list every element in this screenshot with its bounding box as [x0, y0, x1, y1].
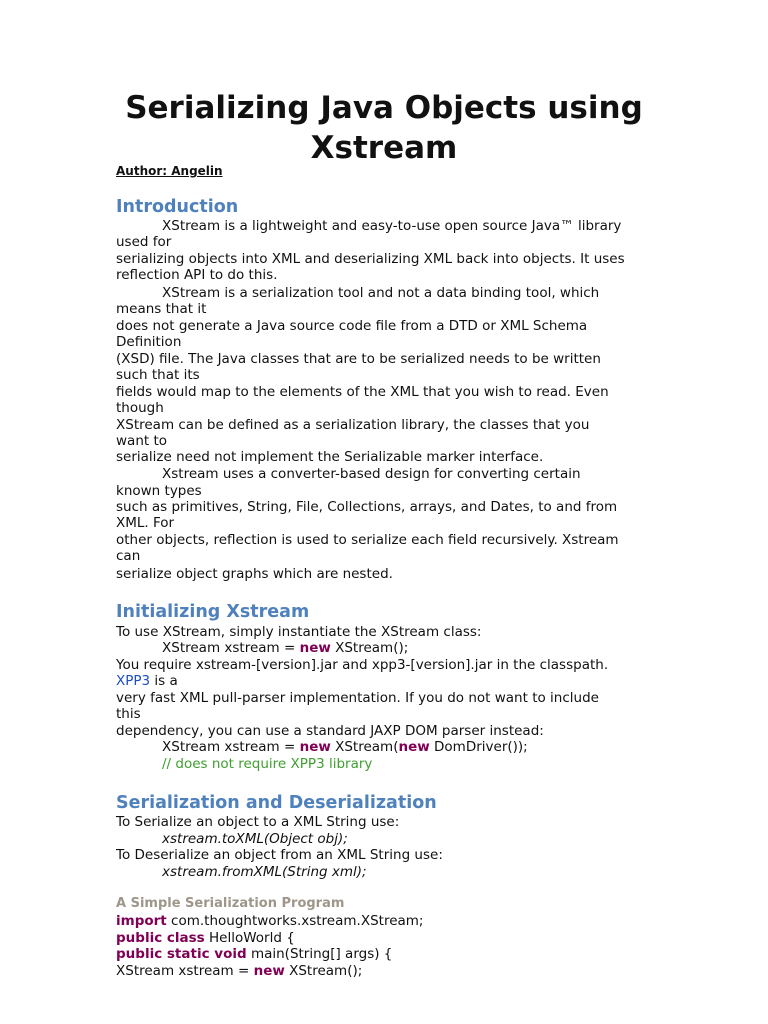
init-line: this: [116, 706, 141, 722]
intro-line: XStream can be defined as a serialization library, the classes that you: [116, 417, 590, 433]
intro-line: known types: [116, 483, 202, 499]
keyword-new: new: [299, 640, 331, 656]
code-text: HelloWorld {: [204, 930, 295, 946]
code-text: XStream();: [330, 640, 409, 656]
intro-line: means that it: [116, 301, 207, 317]
code-class: [116, 930, 295, 946]
code-comment: // does not require XPP3 library: [162, 756, 373, 772]
intro-line: reflection API to do this.: [116, 267, 278, 283]
document-title: Serializing Java Objects using Xstream: [125, 90, 643, 166]
keyword-public-class: public class: [116, 930, 205, 946]
keyword-new: new: [253, 963, 285, 979]
code-main: [116, 946, 392, 962]
intro-line: though: [116, 400, 164, 416]
code-text: XStream xstream =: [116, 963, 254, 979]
intro-line: does not generate a Java source code file from a DTD or XML Schema: [116, 318, 588, 334]
intro-line: Definition: [116, 334, 182, 350]
code-text: XStream();: [284, 963, 363, 979]
init-line: You require xstream-[version].jar and xpp3-[version].jar in the classpath.: [116, 657, 609, 673]
code-xstream-new: [116, 963, 362, 979]
init-line: dependency, you can use a standard JAXP DOM parser instead:: [116, 723, 544, 739]
intro-line: fields would map to the elements of the XML that you wish to read. Even: [116, 384, 609, 400]
keyword-import: import: [116, 913, 167, 929]
intro-line: XStream is a serialization tool and not a data binding tool, which: [162, 285, 600, 301]
code-text: XStream xstream =: [162, 739, 300, 755]
intro-line: serialize need not implement the Serializable marker interface.: [116, 449, 544, 465]
code-domdriver: [162, 739, 528, 755]
intro-line: (XSD) file. The Java classes that are to be serialized needs to be written: [116, 351, 601, 367]
intro-line: serializing objects into XML and deserializing XML back into objects. It uses: [116, 251, 625, 267]
intro-line: such as primitives, String, File, Collections, arrays, and Dates, to and from: [116, 499, 618, 515]
author-line: Author: Angelin: [116, 164, 223, 178]
keyword-public-static-void: public static void: [116, 946, 247, 962]
serial-line: To Serialize an object to a XML String use:: [116, 814, 400, 830]
intro-line: want to: [116, 433, 168, 449]
intro-line: used for: [116, 234, 172, 250]
init-line-xpp3: [116, 673, 178, 689]
heading-simple-program: A Simple Serialization Program: [116, 896, 345, 911]
intro-line: XML. For: [116, 515, 175, 531]
intro-line: can: [116, 548, 141, 564]
init-line: very fast XML pull-parser implementation. If you do not want to include: [116, 690, 599, 706]
xpp3-link[interactable]: XPP3: [116, 673, 151, 689]
heading-serialization: Serialization and Deserialization: [116, 793, 437, 813]
code-text: main(String[] args) {: [246, 946, 393, 962]
intro-line: other objects, reflection is used to serialize each field recursively. Xstream: [116, 532, 619, 548]
keyword-new: new: [398, 739, 430, 755]
init-line: To use XStream, simply instantiate the XStream class:: [116, 624, 482, 640]
code-text: XStream xstream =: [162, 640, 300, 656]
code-instantiate: [162, 640, 408, 656]
serial-line: To Deserialize an object from an XML String use:: [116, 847, 443, 863]
heading-introduction: Introduction: [116, 197, 239, 217]
code-text: DomDriver());: [429, 739, 528, 755]
keyword-new: new: [299, 739, 331, 755]
code-toxml: xstream.toXML(Object obj);: [162, 831, 348, 847]
code-text: XStream(: [330, 739, 399, 755]
init-text: is a: [150, 673, 178, 689]
code-import: [116, 913, 423, 929]
heading-initializing-xstream: Initializing Xstream: [116, 602, 310, 622]
intro-line: serialize object graphs which are nested.: [116, 566, 393, 582]
code-text: com.thoughtworks.xstream.XStream;: [166, 913, 424, 929]
code-fromxml: xstream.fromXML(String xml);: [162, 864, 367, 880]
intro-line: Xstream uses a converter-based design for converting certain: [162, 466, 581, 482]
intro-line: XStream is a lightweight and easy-to-use open source Java™ library: [162, 218, 622, 234]
intro-line: such that its: [116, 367, 200, 383]
